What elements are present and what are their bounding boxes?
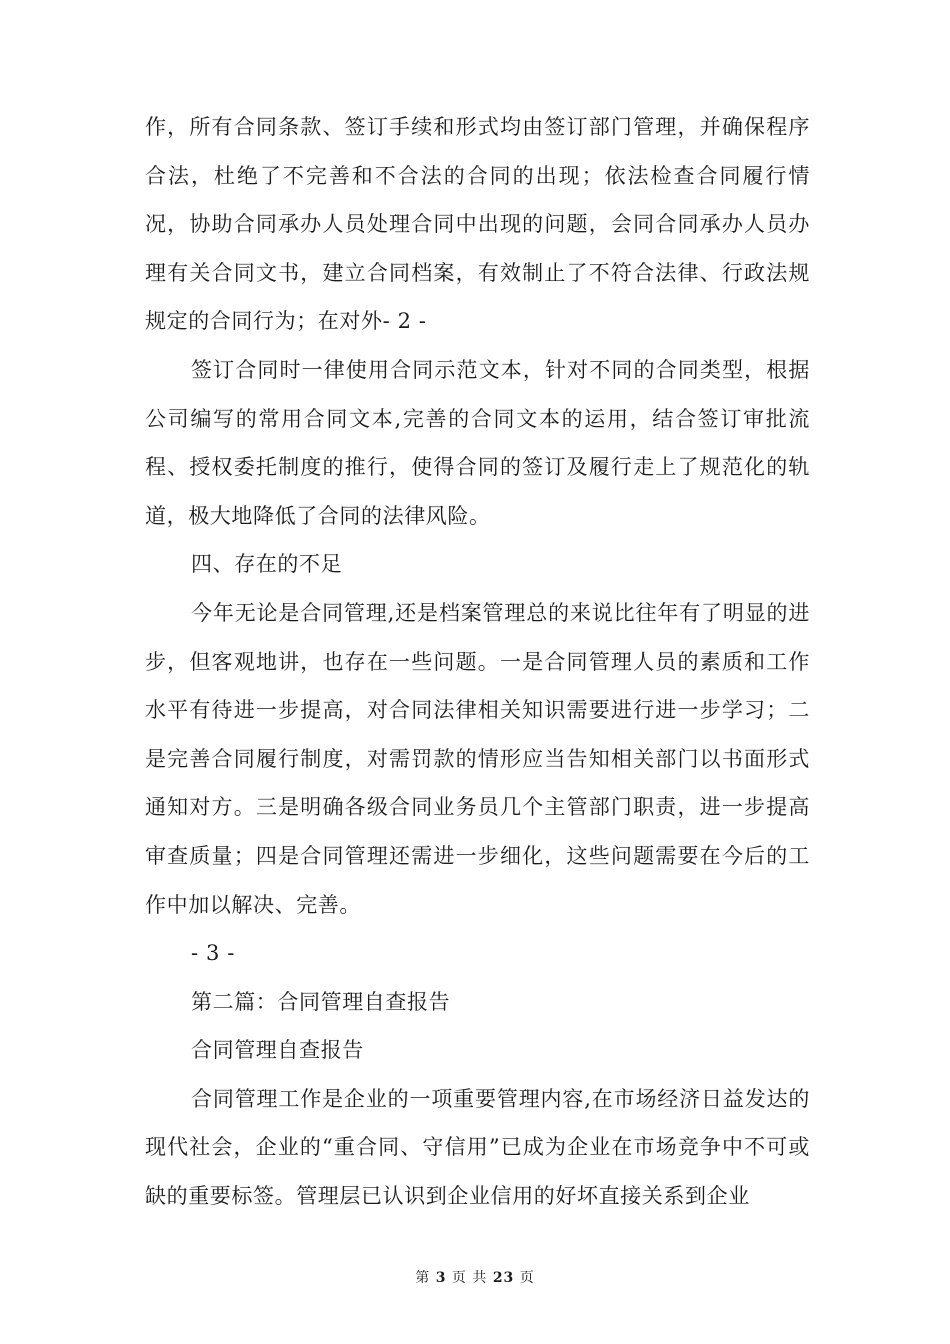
paragraph-report-intro: 合同管理工作是企业的一项重要管理内容,在市场经济日益发达的现代社会，企业的“重合同、守信用”已成为企业在市场竞争中不可或缺的重要标签。管理层已认识到企业信用的好坏直接关系到企业 [145, 1086, 810, 1209]
footer-prefix: 第 [415, 1270, 431, 1286]
page-footer [0, 1268, 950, 1288]
inline-page-marker: - 3 - [191, 941, 235, 966]
paragraph-contract-management-continued: 作，所有合同条款、签订手续和形式均由签订部门管理，并确保程序合法，杜绝了不完善和不合法的合同的出现；依法检查合同履行情况，协助合同承办人员处理合同中出现的问题，会同合同承办人员办理有关合同文书，建立合同档案，有效制止了不符合法律、行政法规规定的合同行为；在对外- 2 - [145, 115, 810, 334]
footer-middle: 页 共 [451, 1270, 488, 1286]
report-title: 合同管理自查报告 [191, 1038, 364, 1063]
section-heading-shortcomings: 四、存在的不足 [191, 552, 343, 577]
document-body [145, 103, 810, 1221]
paragraph-model-contract-text: 签订合同时一律使用合同示范文本，针对不同的合同类型，根据公司编写的常用合同文本,完善的合同文本的运用，结合签订审批流程、授权委托制度的推行，使得合同的签订及履行走上了规范化的轨道，极大地降低了合同的法律风险。 [145, 357, 810, 528]
paragraph-shortcomings: 今年无论是合同管理,还是档案管理总的来说比往年有了明显的进步，但客观地讲，也存在一些问题。一是合同管理人员的素质和工作水平有待进一步提高，对合同法律相关知识需要进行进一步学习；二是完善合同履行制度，对需罚款的情形应当告知相关部门以书面形式通知对方。三是明确各级合同业务员几个主管部门职责，进一步提高审查质量；四是合同管理还需进一步细化，这些问题需要在今后的工作中加以解决、完善。 [145, 600, 810, 917]
footer-suffix: 页 [519, 1270, 535, 1286]
chapter-heading-part-two: 第二篇：合同管理自查报告 [191, 989, 451, 1014]
footer-total-pages: 23 [492, 1270, 515, 1286]
footer-page-number: 3 [435, 1270, 447, 1286]
